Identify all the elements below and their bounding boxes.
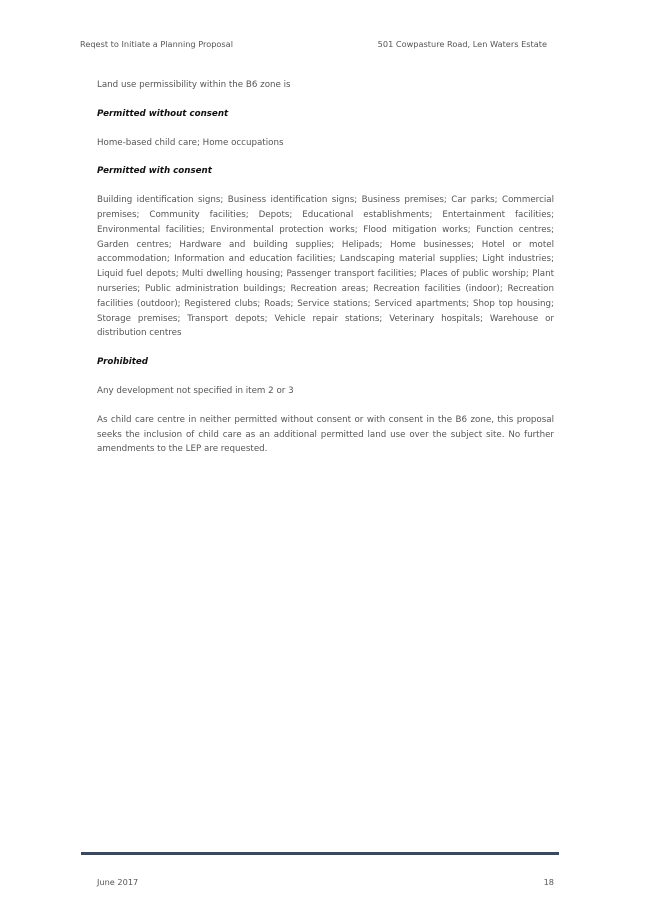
page-header	[80, 39, 547, 53]
footer-divider	[81, 852, 559, 855]
footer-date: June 2017	[97, 877, 139, 887]
header-site-address: 501 Cowpasture Road, Len Waters Estate	[377, 39, 547, 49]
intro-paragraph: Land use permissibility within the B6 zone is	[97, 80, 291, 90]
permitted-with-consent-text: Building identification signs; Business identification signs; Business premises; Car parks; Commercial premises; Community facilities; Depots; Educational establishments; Entertainment facilities; Environmental facilities; Environmental protection works; Flood mitigation works; Function centres; Garden centres; Hardware and building supplies; Helipads; Home businesses; Hotel or motel accommodation; Information and education facilities; Landscaping material supplies; Light industries; Liquid fuel depots; Multi dwelling housing; Passenger transport facilities; Places of public worship; Plant nurseries; Public administration buildings; Recreation areas; Recreation facilities (indoor); Recreation facilities (outdoor); Registered clubs; Roads; Service stations; Serviced apartments; Shop top housing; Storage premises; Transport depots; Vehicle repair stations; Veterinary hospitals; Warehouse or distribution centres	[97, 195, 554, 339]
heading-prohibited: Prohibited	[97, 357, 148, 368]
header-document-title: Reqest to Initiate a Planning Proposal	[80, 39, 233, 49]
page-number: 18	[543, 877, 554, 887]
document-body	[97, 78, 554, 471]
heading-permitted-without-consent: Permitted without consent	[97, 108, 229, 119]
closing-paragraph: As child care centre in neither permitted without consent or with consent in the B6 zone, this proposal seeks the inclusion of child care as an additional permitted land use over the subject site. No further amendments to the LEP are requested.	[97, 414, 554, 455]
prohibited-text: Any development not specified in item 2 or 3	[97, 385, 294, 396]
permitted-without-consent-text: Home-based child care; Home occupations	[97, 137, 284, 148]
heading-permitted-with-consent: Permitted with consent	[97, 166, 212, 177]
